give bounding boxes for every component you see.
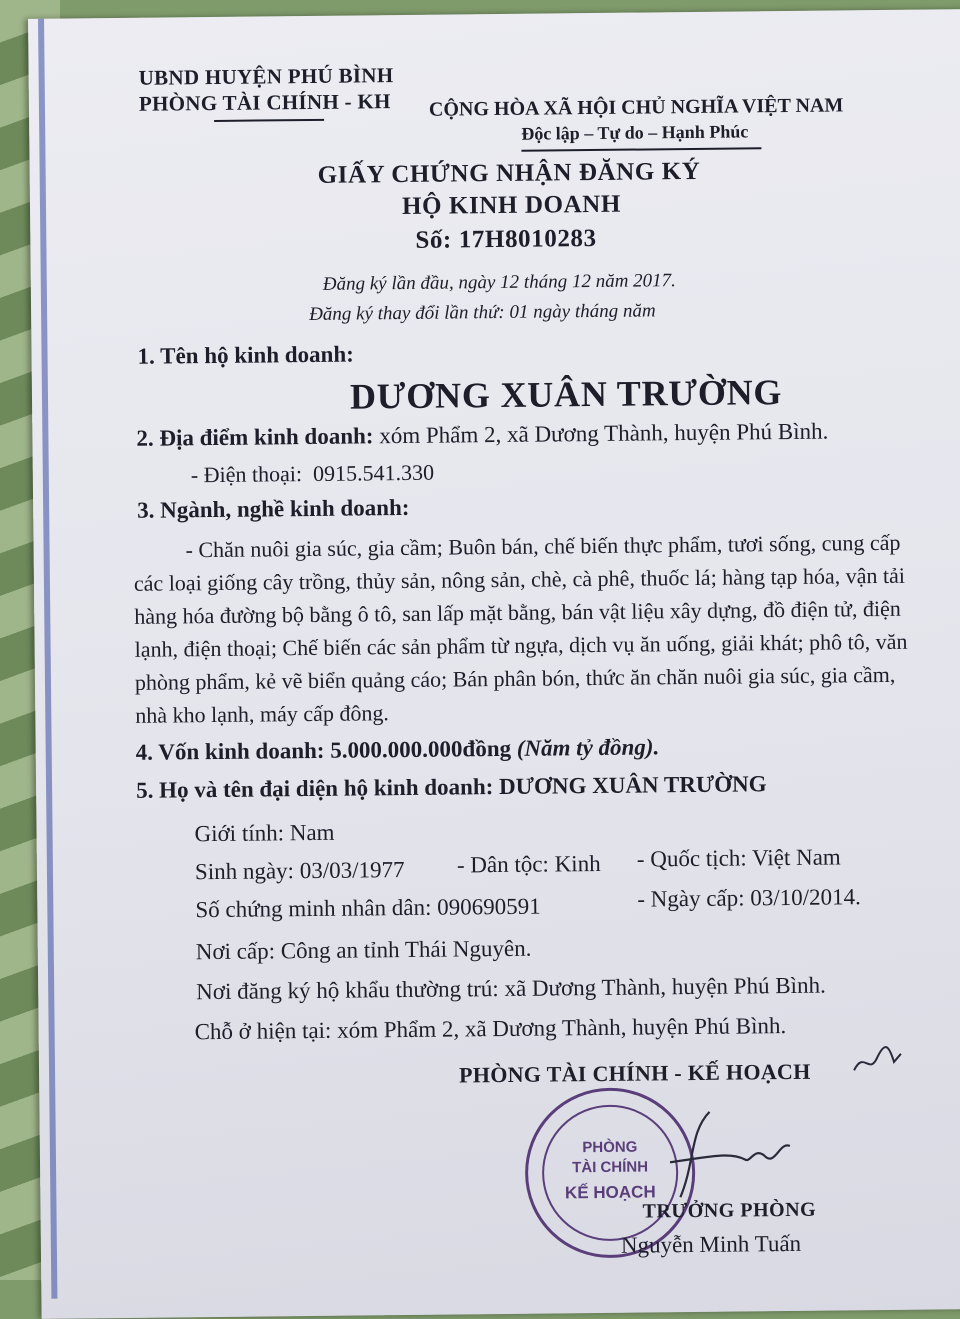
ethnicity: - Dân tộc: Kinh — [456, 850, 601, 878]
business-lines-2: các loại giống cây trồng, thủy sản, nông sản, chè, cà phê, thuốc lá; hàng tạp hóa, vận tải — [133, 562, 906, 596]
agency-underline — [214, 119, 324, 122]
certificate-paper — [28, 9, 960, 1319]
signer-name: Nguyễn Minh Tuấn — [620, 1230, 802, 1258]
republic-name: CỘNG HÒA XÃ HỘI CHỦ NGHĨA VIỆT NAM — [428, 94, 844, 121]
section-4 — [136, 734, 660, 765]
section-2-label: 2. Địa điểm kinh doanh: — [136, 423, 374, 451]
seal-text-2: TÀI CHÍNH — [572, 1158, 649, 1177]
section-5-label: 5. Họ và tên đại diện hộ kinh doanh: DƯƠNG XUÂN TRƯỜNG — [135, 771, 767, 803]
agency-name: UBND HUYỆN PHÚ BÌNH — [138, 63, 394, 90]
certificate-title: GIẤY CHỨNG NHẬN ĐĂNG KÝ — [317, 157, 701, 189]
first-registration: Đăng ký lần đầu, ngày 12 tháng 12 năm 2017. — [322, 270, 676, 295]
phone-row — [191, 460, 434, 489]
paper-edge — [38, 19, 57, 1299]
business-lines-3: hàng hóa đường bộ bằng ô tô, san lấp mặt bằng, bán vật liệu xây dựng, đồ điện tử, điện — [134, 595, 901, 629]
seal-text-1: PHÒNG — [582, 1138, 638, 1157]
nationality: - Quốc tịch: Việt Nam — [636, 844, 841, 872]
phone-number: 0915.541.330 — [312, 459, 435, 486]
business-address: xóm Phẩm 2, xã Dương Thành, huyện Phú Bình. — [379, 418, 829, 449]
initial-mark — [849, 1040, 909, 1081]
id-issued-by: Nơi cấp: Công an tỉnh Thái Nguyên. — [195, 935, 532, 965]
agency-department: PHÒNG TÀI CHÍNH - KH — [138, 89, 391, 116]
business-lines-6: nhà kho lạnh, máy cấp đông. — [135, 700, 390, 728]
birth-date: Sinh ngày: 03/03/1977 — [194, 857, 405, 885]
signing-office: PHÒNG TÀI CHÍNH - KẾ HOẠCH — [458, 1058, 811, 1088]
change-registration: Đăng ký thay đổi lần thứ: 01 ngày tháng năm — [309, 300, 656, 325]
capital-label: 4. Vốn kinh doanh: 5.000.000.000đồng — [135, 735, 512, 765]
section-3-label: 3. Ngành, nghề kinh doanh: — [137, 494, 410, 523]
id-issue-date: - Ngày cấp: 03/10/2014. — [637, 884, 861, 912]
motto-underline — [521, 147, 761, 152]
section-1-label: 1. Tên hộ kinh doanh: — [137, 341, 354, 369]
handwritten-signature — [649, 1101, 820, 1213]
business-lines-1: - Chăn nuôi gia súc, gia cầm; Buôn bán, chế biến thực phẩm, tươi sống, cung cấp — [185, 529, 901, 563]
phone-label: - Điện thoại: — [190, 461, 303, 488]
capital-words: (Năm tỷ đồng). — [516, 734, 660, 761]
section-2 — [136, 419, 828, 452]
gender: Giới tính: Nam — [194, 819, 335, 847]
certificate-subtitle: HỘ KINH DOANH — [401, 190, 622, 221]
certificate-number: Số: 17H8010283 — [415, 224, 597, 254]
household-registration: Nơi đăng ký hộ khẩu thường trú: xã Dương Thành, huyện Phú Bình. — [196, 972, 826, 1005]
business-lines-5: phòng phẩm, kẻ vẽ biển quảng cáo; Bán phân bón, thức ăn chăn nuôi gia súc, gia cầm, — [134, 661, 896, 695]
business-lines-4: lạnh, điện thoại; Chế biến các sản phẩm từ ngựa, dịch vụ ăn uống, giải khát; phô tô, văn — [134, 628, 908, 662]
seal-text-3: KẾ HOẠCH — [564, 1182, 656, 1203]
id-number: Số chứng minh nhân dân: 090690591 — [195, 893, 541, 923]
current-address: Chỗ ở hiện tại: xóm Phẩm 2, xã Dương Thành, huyện Phú Bình. — [194, 1013, 787, 1045]
business-name: DƯƠNG XUÂN TRƯỜNG — [349, 372, 783, 417]
signer-position: TRƯỞNG PHÒNG — [642, 1198, 817, 1223]
national-motto: Độc lập – Tự do – Hạnh Phúc — [521, 121, 749, 144]
